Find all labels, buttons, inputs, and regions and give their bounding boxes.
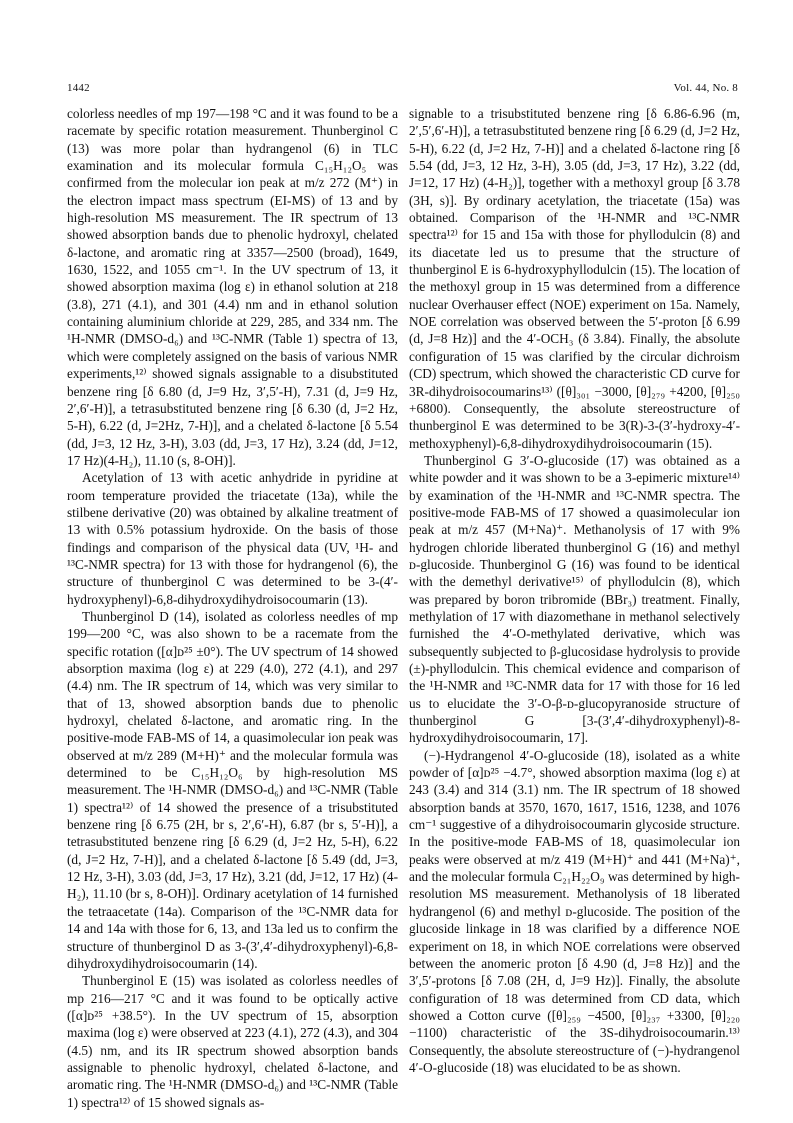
page-number: 1442: [67, 82, 90, 94]
paragraph-thunberginol-e: Thunberginol E (15) was isolated as colorless needles of mp 216—217 °C and it was found to be optically active ([α]ᴅ²⁵ +38.5°). In the UV spectrum of 15, absorption maxima (log ε) were observed at 223 (4.1), 272 (4.3), and 304 (4.5) nm, and its IR spectrum showed absorption bands assignable to phenolic hydroxyl, chelated δ-lactone, and aromatic ring. The ¹H-NMR (DMSO-d₆) and ¹³C-NMR (Table 1) spectra¹²⁾ of 15 showed signals as-: [67, 973, 398, 1110]
left-column: [67, 105, 398, 1111]
paragraph-acetylation-13: Acetylation of 13 with acetic anhydride in pyridine at room temperature provided the triacetate (13a), while the stilbene derivative (20) was obtained by alkaline treatment of 13 with 0.5% potassium hydroxide. On the basis of those findings and comparison of the physical data (UV, ¹H- and ¹³C-NMR spectra) for 13 with those for hydrangenol (6), the structure of thunberginol C was determined to be 3-(4′-hydroxyphenyl)-6,8-dihydroxydihydroisocoumarin (13).: [67, 470, 398, 607]
paragraph-hydrangenol-glucoside: (−)-Hydrangenol 4′-O-glucoside (18), isolated as a white powder of [α]ᴅ²⁵ −4.7°, showed absorption maxima (log ε) at 243 (3.4) and 314 (3.1) nm. The IR spectrum of 18 showed absorption bands at 3570, 1670, 1617, 1516, 1238, and 1076 cm⁻¹ suggestive of a dihydroisocoumarin glycoside structure. In the positive-mode FAB-MS of 18, quasimolecular ion peaks were observed at m/z 419 (M+H)⁺ and 441 (M+Na)⁺, and the molecular formula C₂₁H₂₂O₉ was determined by high-resolution MS measurement. Methanolysis of 18 liberated hydrangenol (6) and methyl ᴅ-glucoside. The position of the glucoside linkage in 18 was clarified by a difference NOE experiment on 18, in which NOE correlations were observed between the anomeric proton [δ 4.90 (d, J=8 Hz)] and the 3′,5′-protons [δ 7.08 (2H, d, J=9 Hz)]. Finally, the absolute configuration of 18 was determined from CD data, which showed a Cotton curve ([θ]₂₅₉ −4500, [θ]₂₃₇ +3300, [θ]₂₂₀ −1100) characteristic of the 3S-dihydroisocoumarin.¹³⁾Consequently, the absolute stereostructure of (−)-hydrangenol 4′-O-glucoside (18) was elucidated to be as shown.: [409, 747, 740, 1075]
paragraph-thunberginol-g-glucoside: Thunberginol G 3′-O-glucoside (17) was obtained as a white powder and it was shown to be a 3-epimeric mixture¹⁴⁾ by examination of the ¹H-NMR and ¹³C-NMR spectra. The positive-mode FAB-MS of 17 showed a quasimolecular ion peak at m/z 457 (M+Na)⁺. Methanolysis of 17 with 9% hydrogen chloride liberated thunberginol G (16) and methyl ᴅ-glucoside. Thunberginol G (16) was found to be identical with the demethyl derivative¹⁵⁾ of phyllodulcin (8), which was prepared by boron tribromide (BBr₃) treatment. Finally, methylation of 17 with diazomethane in methanol selectively furnished the 4′-O-methylated derivative, which was subsequently subjected to β-glucosidase hydrolysis to provide (±)-phyllodulcin. This chemical evidence and comparison of the ¹H-NMR and ¹³C-NMR data for 17 with those for 16 led us to elucidate the 3′-O-β-ᴅ-glucopyranoside structure of thunberginol G [3-(3′,4′-dihydroxyphenyl)-8-hydroxydihydroisocoumarin, 17].: [409, 452, 740, 746]
journal-volume: Vol. 44, No. 8: [673, 82, 738, 94]
paragraph-thunberginol-d: Thunberginol D (14), isolated as colorless needles of mp 199—200 °C, was also shown to be a racemate from the specific rotation ([α]ᴅ²⁵ ±0°). The UV spectrum of 14 showed absorption maxima (log ε) at 229 (4.0), 272 (4.1), and 297 (4.4) nm. The IR spectrum of 14, which was very similar to that of 13, showed absorption bands due to phenolic hydroxyl, chelated δ-lactone, and aromatic ring. In the positive-mode FAB-MS of 14, a quasimolecular ion peak was observed at m/z 289 (M+H)⁺ and the molecular formula was determined to be C₁₅H₁₂O₆ by high-resolution MS measurement. The ¹H-NMR (DMSO-d₆) and ¹³C-NMR (Table 1) spectra¹²⁾ of 14 showed the presence of a trisubstituted benzene ring [δ 6.75 (2H, br s, 2′,6′-H), 6.87 (br s, 5′-H)], a tetrasubstituted benzene ring [δ 6.29 (d, J=2 Hz, 5-H), 6.22 (d, J=2 Hz, 7-H)], and a chelated δ-lactone [δ 5.49 (dd, J=3, 12 Hz, 3-H), 3.03 (dd, J=3, 17 Hz), 3.21 (dd, J=12, 17 Hz) (4-H₂), 11.10 (br s, 8-OH)]. Ordinary acetylation of 14 furnished the tetraacetate (14a). Comparison of the ¹³C-NMR data for 14 and 14a with those for 6, 13, and 13a led us to confirm the structure of thunberginol D as 3-(3′,4′-dihydroxyphenyl)-6,8-dihydroxydihydroisocoumarin (14).: [67, 608, 398, 971]
paragraph-thunberginol-c: colorless needles of mp 197—198 °C and it was found to be a racemate by specific rotation measurement. Thunberginol C (13) was more polar than hydrangenol (6) in TLC examination and its molecular formula C₁₅H₁₂O₅ was confirmed from the molecular ion peak at m/z 272 (M⁺) in the electron impact mass spectrum (EI-MS) of 13 and by high-resolution MS measurement. The IR spectrum of 13 showed absorption bands due to phenolic hydroxyl, chelated δ-lactone, and aromatic ring at 3357—2500 (broad), 1649, 1630, 1522, and 1055 cm⁻¹. In the UV spectrum of 13, it showed absorption maxima (log ε) in ethanol solution at 218 (3.8), 271 (4.1), and 301 (4.4) nm and in ethanol solution containing aluminium chloride at 229, 285, and 334 nm. The ¹H-NMR (DMSO-d₆) and ¹³C-NMR (Table 1) spectra of 13, which were completely assigned on the basis of various NMR experiments,¹²⁾ showed signals assignable to a disubstituted benzene ring [δ 6.80 (d, J=9 Hz, 3′,5′-H), 7.31 (d, J=9 Hz, 2′,6′-H)], a tetrasubstituted benzene ring [δ 6.30 (d, J=2 Hz, 5-H), 6.22 (d, J=2Hz, 7-H)], and a chelated δ-lactone [δ 5.54 (dd, J=3, 12 Hz, 3-H), 3.03 (dd, J=3, 17 Hz), 3.24 (dd, J=12, 17 Hz)(4-H₂), 11.10 (s, 8-OH)].: [67, 106, 398, 468]
right-column: [409, 105, 740, 1076]
paragraph-thunberginol-e-continued: signable to a trisubstituted benzene ring [δ 6.86-6.96 (m, 2′,5′,6′-H)], a tetrasubstituted benzene ring [δ 6.29 (d, J=2 Hz, 5-H), 6.22 (d, J=2 Hz, 7-H)] and a chelated δ-lactone ring [δ 5.54 (dd, J=3, 12 Hz, 3-H), 3.05 (dd, J=3, 17 Hz), 3.22 (dd, J=12, 17 Hz) (4-H₂)], together with a methoxyl group [δ 3.78 (3H, s)]. By ordinary acetylation, the triacetate (15a) was obtained. Comparison of the ¹H-NMR and ¹³C-NMR spectra¹²⁾ for 15 and 15a with those for phyllodulcin (8) and its diacetate led us to presume that the structure of thunberginol E is 6-hydroxyphyllodulcin (15). The location of the methoxyl group in 15 was determined from a difference nuclear Overhauser effect (NOE) experiment on 15a. Namely, NOE correlation was observed between the 5′-proton [δ 6.99 (d, J=8 Hz)] and the 4′-OCH₃ (δ 3.84). Finally, the absolute configuration of 15 was clarified by the circular dichroism (CD) spectrum, which showed the characteristic CD curve for 3R-dihydroisocoumarins¹³⁾ ([θ]₃₀₁ −3000, [θ]₂₇₉ +4200, [θ]₂₅₀ +6800). Consequently, the absolute stereostructure of thunberginol E was determined to be 3(R)-3-(3′-hydroxy-4′-methoxyphenyl)-6,8-dihydroxydihydroisocoumarin (15).: [409, 106, 740, 451]
